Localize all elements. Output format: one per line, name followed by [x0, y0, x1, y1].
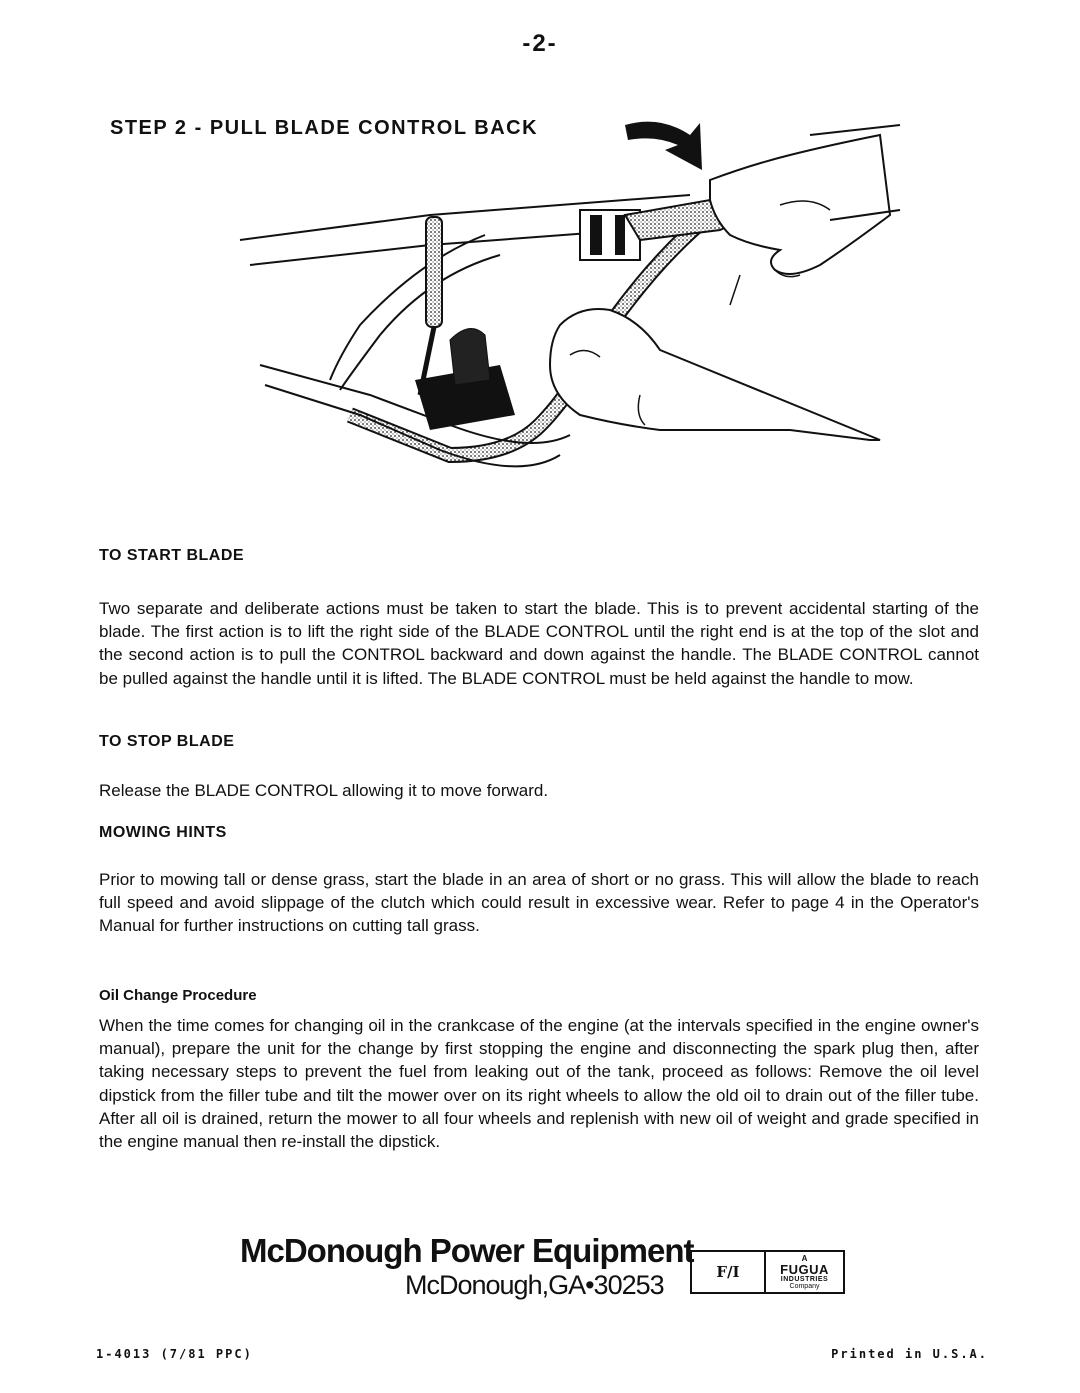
- section-text-mowing-hints: Prior to mowing tall or dense grass, start the blade in an area of short or no grass. This will allow the blade to reach full speed and avoid slippage of the clutch which could result in excessive wear. Refer to page 4 in the Operator's Manual for further instructions on cutting tall grass.: [99, 870, 979, 936]
- section-heading-stop-blade: TO STOP BLADE: [99, 733, 235, 750]
- section-heading-start-blade: TO START BLADE: [99, 547, 245, 564]
- section-heading-mowing-hints: MOWING HINTS: [99, 824, 227, 841]
- logo-a-text: A: [801, 1253, 808, 1263]
- page-number: -2-: [522, 30, 558, 57]
- logo-company-name: FUGUA: [780, 1261, 829, 1277]
- section-text-stop-blade: Release the BLADE CONTROL allowing it to move forward.: [99, 781, 549, 800]
- blade-control-illustration: [230, 95, 910, 505]
- pull-direction-arrow-icon: [625, 122, 702, 170]
- footer-code: 1-4013 (7/81 PPC): [96, 1347, 253, 1361]
- brand-name: McDonough Power Equipment: [240, 1232, 694, 1269]
- fi-logo-mark: F/I: [692, 1252, 766, 1292]
- section-heading-oil-change: Oil Change Procedure: [99, 987, 257, 1004]
- section-text-oil-change: When the time comes for changing oil in the crankcase of the engine (at the intervals specified in the engine owner's manual), prepare the unit for the change by first stopping the engine and disconnecting the spark plug then, after taking necessary steps to prevent the fuel from leaking out of the tank, proceed as follows: Remove the oil level dipstick from the filler tube and tilt the mower over on its right wheels to allow the old oil to drain out of the filler tube. After all oil is drained, return the mower to all four wheels and replenish with new oil of weight and grade specified in the engine manual then re-install the dipstick.: [99, 1016, 979, 1152]
- fugua-logo: [690, 1250, 845, 1294]
- logo-industries-text: INDUSTRIES: [780, 1275, 829, 1283]
- section-text-start-blade: Two separate and deliberate actions must be taken to start the blade. This is to prevent accidental starting of the blade. The first action is to lift the right side of the BLADE CONTROL until the right end is at the top of the slot and the second action is to pull the CONTROL backward and down against the handle. The BLADE CONTROL cannot be pulled against the handle until it is lifted. The BLADE CONTROL must be held against the handle to mow.: [99, 599, 979, 688]
- footer-printed: Printed in U.S.A.: [831, 1347, 988, 1361]
- brand-location: McDonough,GA•30253: [405, 1270, 664, 1300]
- step-title: STEP 2 - PULL BLADE CONTROL BACK: [110, 117, 539, 139]
- logo-company-text: Company: [789, 1282, 820, 1290]
